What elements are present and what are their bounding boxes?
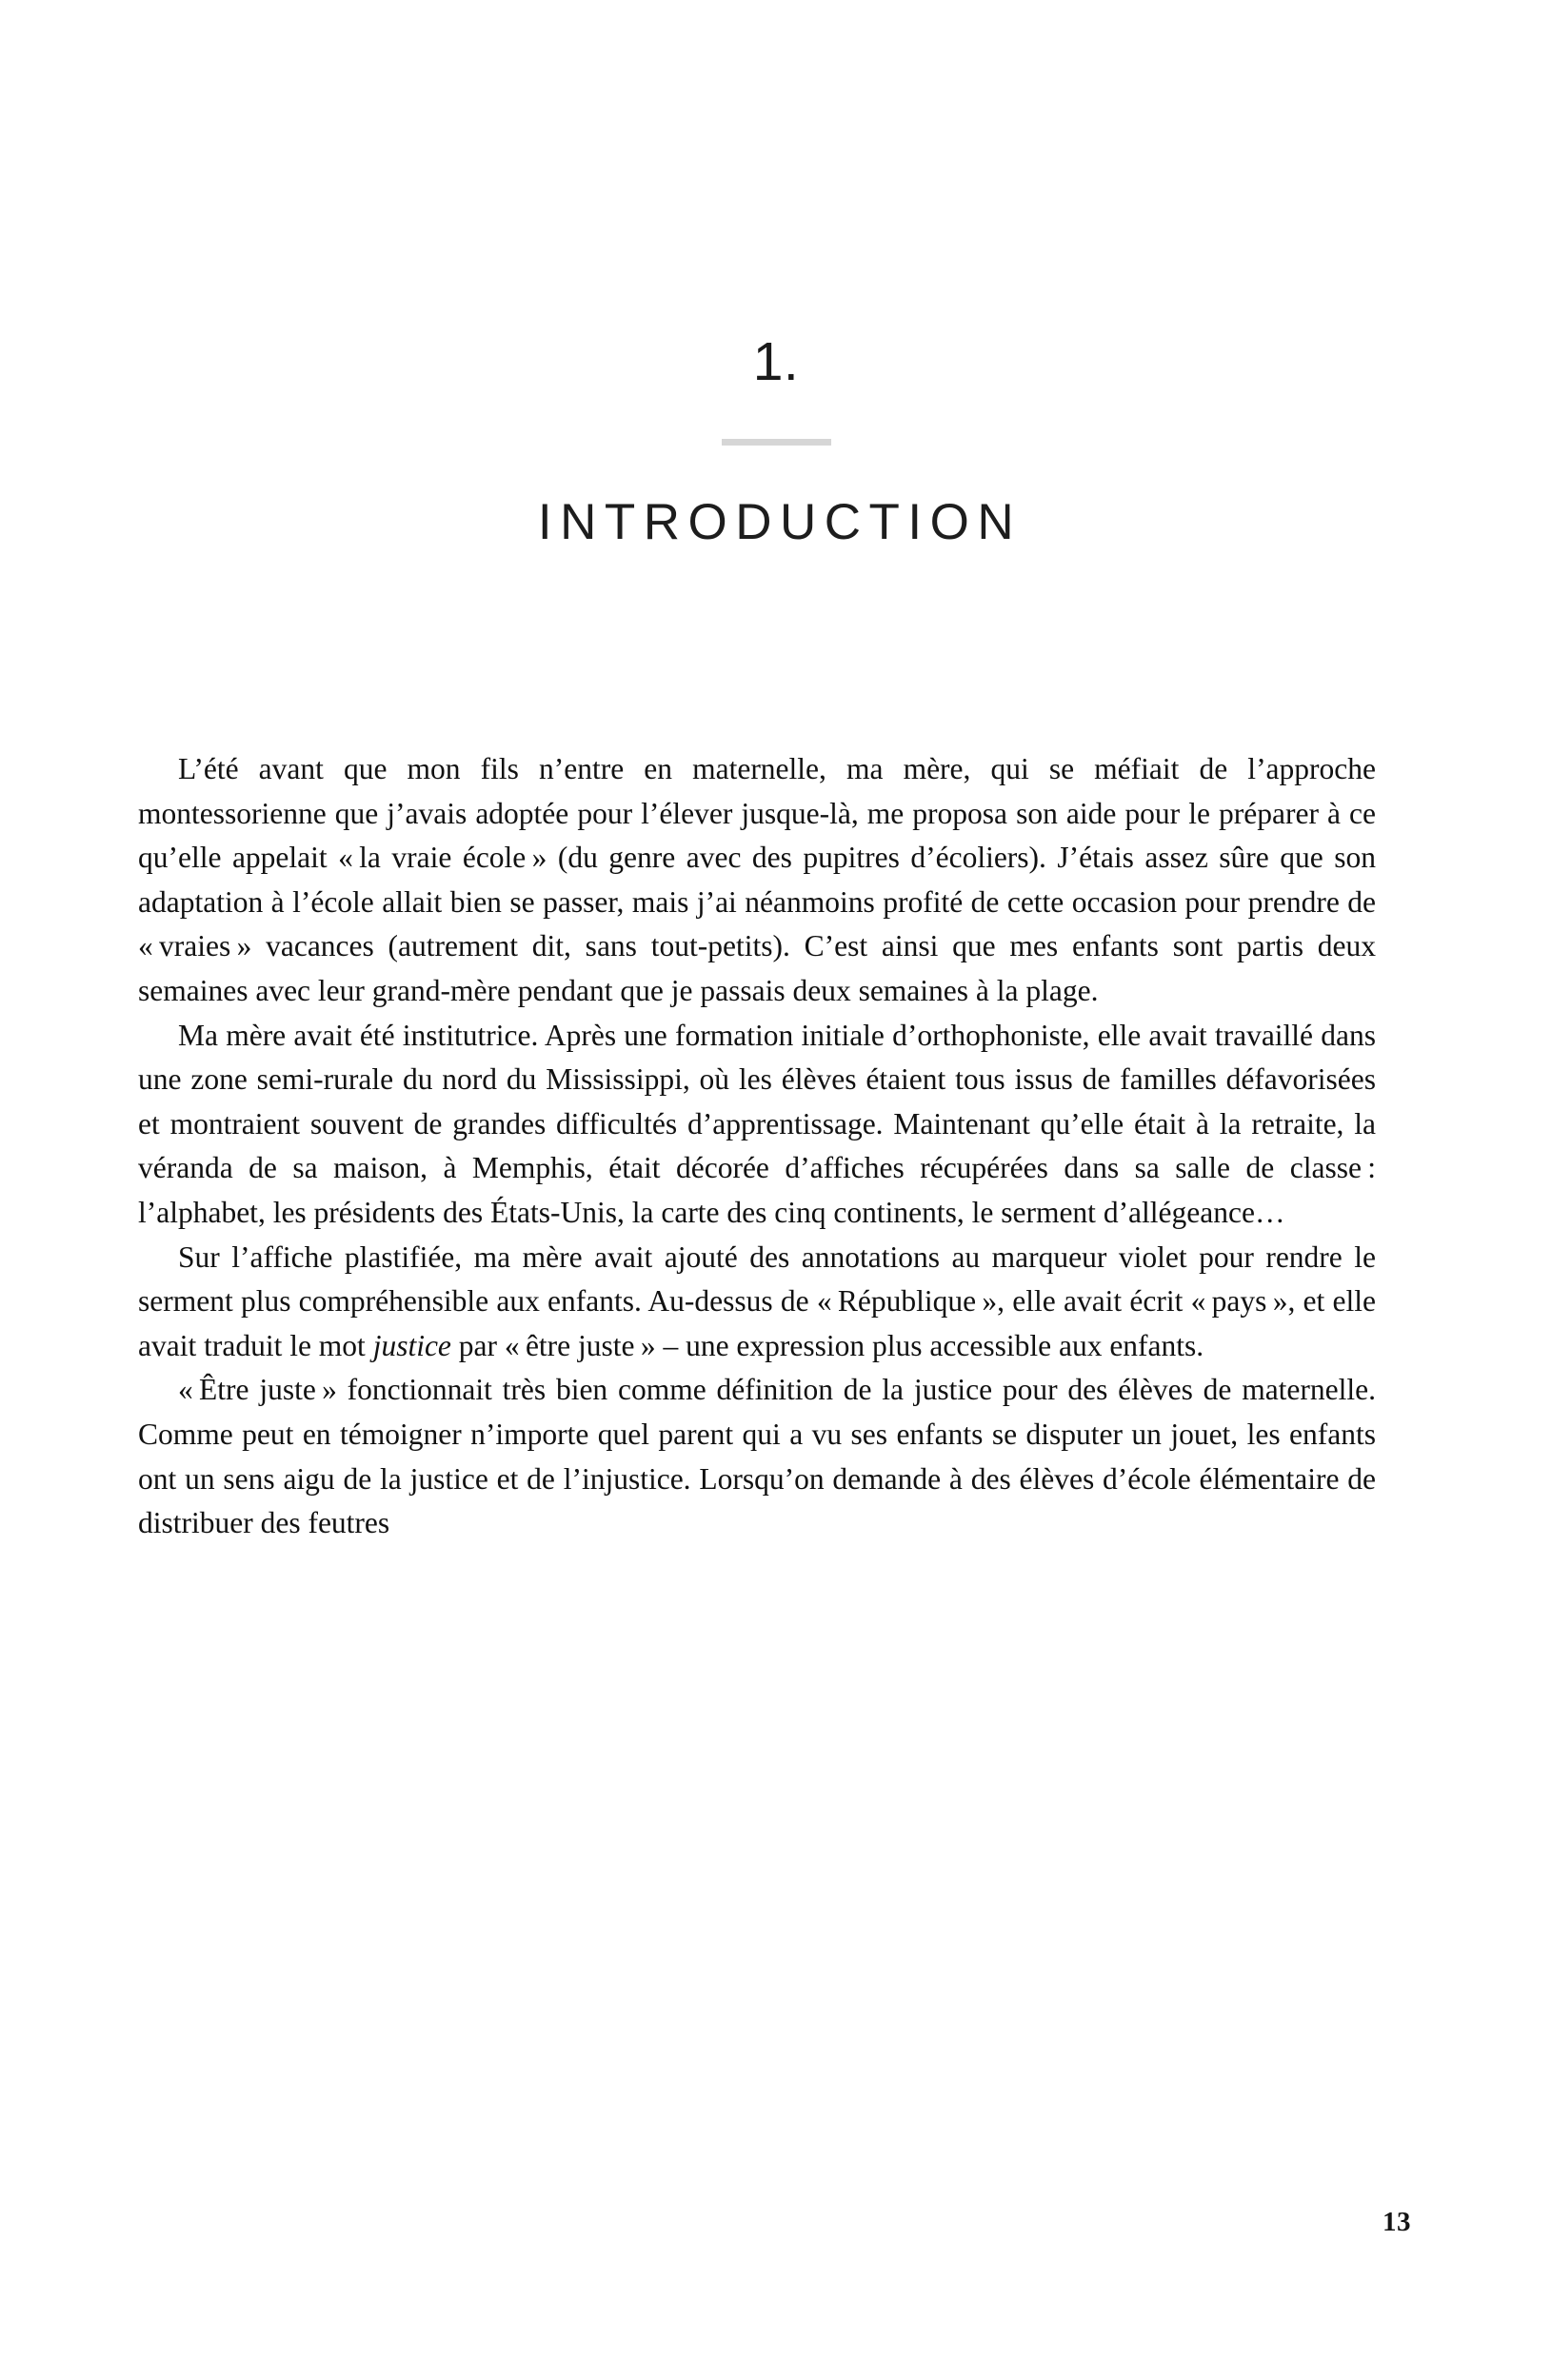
body-paragraph: Ma mère avait été institutrice. Après une formation initiale d’orthophoniste, elle avait travaillé dans une zone semi-rurale du nord du Mississippi, où les élèves étaient tous issus de familles défavorisées et montraient souvent de grandes difficultés d’apprentissage. Maintenant qu’elle était à la retraite, la véranda de sa maison, à Memphis, était décorée d’affiches récupérées dans sa salle de classe : l’alphabet, les présidents des États-Unis, la carte des cinq continents, le serment d’allégeance…	[138, 1018, 1376, 1229]
body-paragraph: L’été avant que mon fils n’entre en maternelle, ma mère, qui se méfiait de l’approche montessorienne que j’avais adoptée pour l’élever jusque-là, me proposa son aide pour le préparer à ce qu’elle appelait « la vraie école » (du genre avec des pupitres d’écoliers). J’étais assez sûre que son adaptation à l’école allait bien se passer, mais j’ai néanmoins profité de cette occasion pour prendre de « vraies » vacances (autrement dit, sans tout-petits). C’est ainsi que mes enfants sont partis deux semaines avec leur grand-mère pendant que je passais deux semaines à la plage.	[138, 752, 1376, 1007]
page-number: 13	[1383, 2207, 1411, 2237]
chapter-heading	[0, 331, 1552, 550]
chapter-number: 1.	[752, 331, 800, 392]
body-text-block	[138, 747, 1376, 1546]
body-paragraph: « Être juste » fonctionnait très bien comme définition de la justice pour des élèves de maternelle. Comme peut en témoigner n’importe quel parent qui a vu ses enfants se disputer un jouet, les enfants ont un sens aigu de la justice et de l’injustice. Lorsqu’on demande à des élèves d’école élémentaire de distribuer des feutres	[138, 1373, 1376, 1540]
body-paragraph: Sur l’affiche plastifiée, ma mère avait ajouté des annotations au marqueur violet pour rendre le serment plus compréhensible aux enfants. Au-dessus de « République », elle avait écrit « pays », et elle avait traduit le mot justice par « être juste » – une expression plus accessible aux enfants.	[138, 1240, 1376, 1362]
chapter-divider-rule	[722, 439, 831, 446]
chapter-title: INTRODUCTION	[537, 494, 1023, 550]
italic-term: justice	[372, 1328, 451, 1362]
